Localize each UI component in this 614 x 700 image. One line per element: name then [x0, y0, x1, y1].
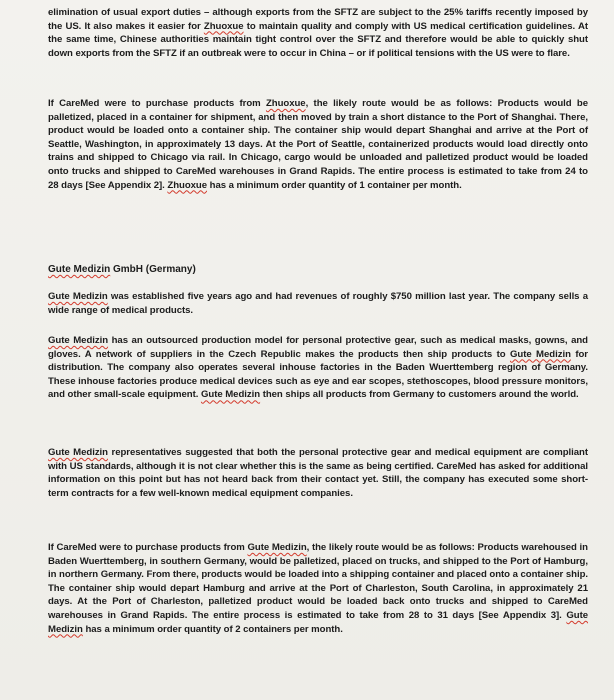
spellcheck-flagged-word: Zhuoxue [167, 179, 208, 191]
intro-paragraph [48, 6, 588, 60]
text-run: , the likely route would be as follows: Products would be palletized, placed in a container for shipment, and then moved by train a short distance to the Port of Shanghai. There, product would be loaded onto a container ship. The container ship would depart Shanghai and arrive at the Port of Seattle, Washington, in approximately 13 days. At the Port of Seattle, containerized products would load directly onto trains and shipped to Chicago via rail. In Chicago, cargo would be unloaded and palletized product would be loaded onto trucks and shipped to CareMed warehouses in Grand Rapids. The entire process is estimated to take from 24 to 28 days [See Appendix 2]. [48, 98, 588, 191]
spellcheck-flagged-word: Gute Medizin [48, 291, 108, 302]
gute-medizin-heading [48, 264, 196, 275]
spellcheck-flagged-word: Gute Medizin [48, 264, 111, 275]
text-run: representatives suggested that both the personal protective gear and medical equipment are compliant with US standards, although it is not clear whether this is the same as being certified. CareMed has asked for additional information on this point but has not heard back from their contact yet. Still, the company has executed some short-term contracts for a few well-known medical equipment companies. [48, 447, 588, 499]
gute-route-paragraph [48, 541, 588, 636]
spellcheck-flagged-word: Gute Medizin [509, 348, 571, 360]
spellcheck-flagged-word: Gute Medizin [48, 609, 588, 635]
spellcheck-flagged-word: Zhuoxue [203, 20, 244, 32]
gute-production-model-paragraph [48, 334, 588, 402]
spellcheck-flagged-word: Zhuoxue [265, 98, 306, 109]
text-run: then ships all products from Germany to customers around the world. [260, 389, 579, 401]
spellcheck-flagged-word: Gute Medizin [48, 335, 109, 346]
text-run: was established five years ago and had revenues of roughly $750 million last year. The company sells a wide range of medical products. [48, 291, 588, 316]
text-run: for distribution. The company also operates several inhouse factories in the Baden Wuerttemberg region of Germany. These inhouse factories produce medical devices such as eye and ear scopes, stethoscopes, blood pressure monitors, and other small-scale equipment. [48, 348, 588, 401]
gute-established-paragraph [48, 290, 588, 317]
text-run: has an outsourced production model for personal protective gear, such as medical masks, gowns, and gloves. A network of suppliers in the Czech Republic makes the products then ship products to [48, 335, 588, 360]
spellcheck-flagged-word: Gute Medizin [247, 542, 307, 553]
spellcheck-flagged-word: Gute Medizin [48, 447, 108, 458]
text-run: has a minimum order quantity of 2 containers per month. [82, 623, 343, 635]
text-run: elimination of usual export duties – although exports from the SFTZ are subject to the 25% tariffs recently imposed by the US. It also makes it easier for [48, 7, 588, 32]
text-run: , the likely route would be as follows: Products warehoused in Baden Wuerttemberg, in southern Germany, would be palletized, placed on trucks, and shipped to the Port of Hamburg, in northern Germany. From there, products would be loaded into a shipping container and placed onto a container ship. The container ship would depart Hamburg and arrive at the Port of Charleston, South Carolina, in approximately 21 days. At the Port of Charleston, palletized product would be loaded back onto trucks and shipped to CareMed warehouses in Grand Rapids. The entire process is estimated to take from 28 to 31 days [See Appendix 3]. [48, 542, 588, 621]
text-run: to maintain quality and comply with US medical certification guidelines. At the same time, Chinese authorities maintain tight control over the SFTZ and therefore would be able to quickly shut down exports from the SFTZ if an outbreak were to occur in China – or if political tensions with the US were to flare. [48, 20, 588, 59]
gute-representatives-paragraph [48, 446, 588, 500]
zhuoxue-route-paragraph [48, 97, 588, 192]
text-run: If CareMed were to purchase products from [48, 98, 266, 109]
spellcheck-flagged-word: Gute Medizin [200, 389, 261, 401]
text-run: has a minimum order quantity of 1 container per month. [207, 179, 462, 191]
text-run: If CareMed were to purchase products from [48, 542, 248, 553]
text-run: GmbH (Germany) [110, 264, 196, 275]
